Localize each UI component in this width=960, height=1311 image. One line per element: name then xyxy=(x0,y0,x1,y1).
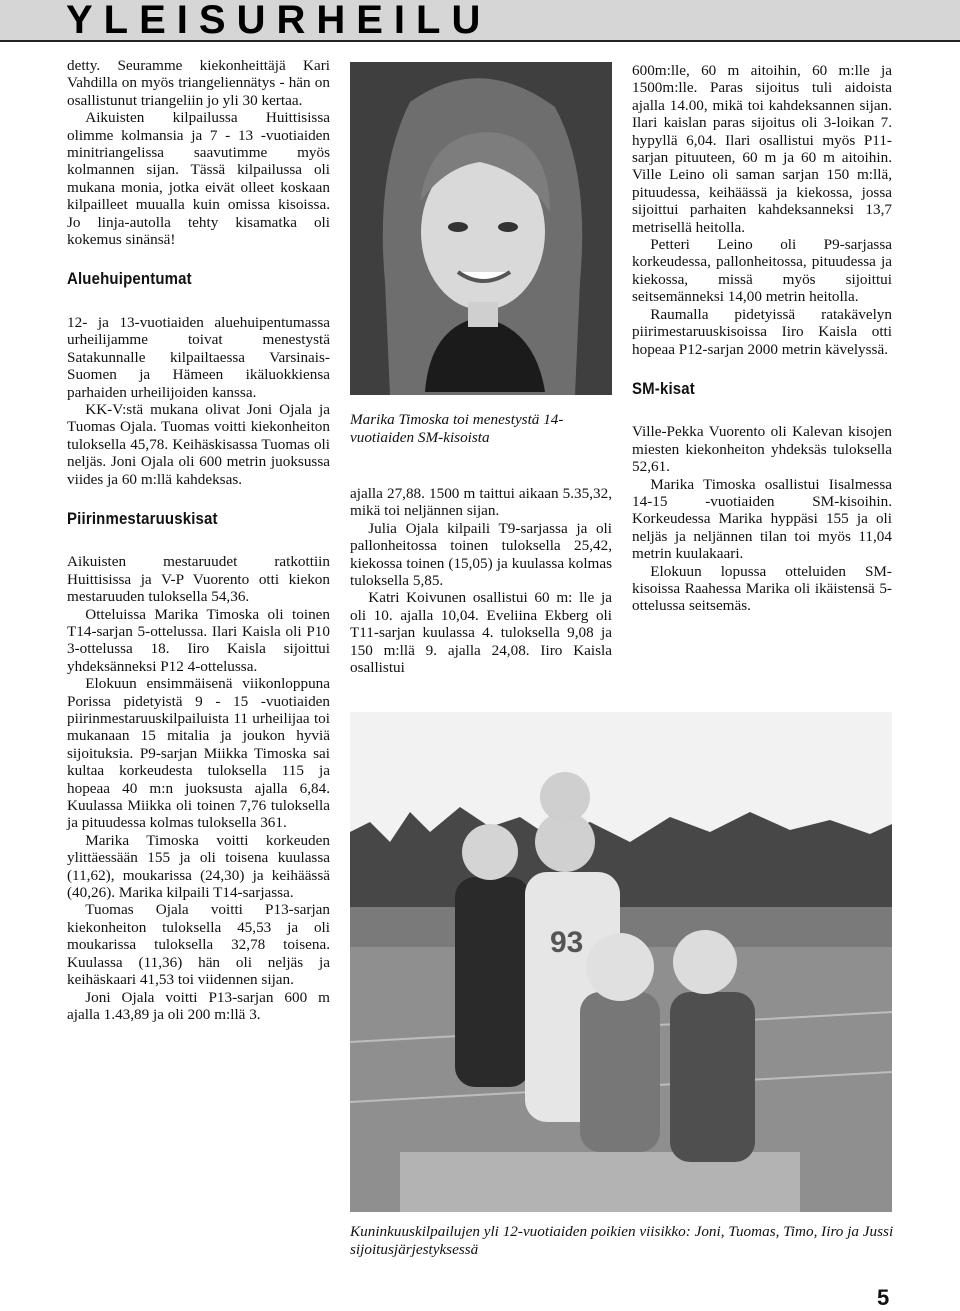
page-number: 5 xyxy=(877,1285,890,1310)
portrait-caption: Marika Timoska toi menestystä 14-vuotiaiden SM-kisoista xyxy=(350,411,564,446)
heading-sm-kisat: SM-kisat xyxy=(632,378,695,398)
jersey-number: 93 xyxy=(550,926,584,959)
section-title: YLEISURHEILU xyxy=(66,0,492,42)
portrait-illustration xyxy=(350,62,612,395)
group-photo xyxy=(350,712,892,1212)
paragraph: Joni Ojala voitti P13-sarjan 600 m ajalla 1.43,89 ja oli 200 m:llä 3. xyxy=(67,988,330,1023)
paragraph: Ville-Pekka Vuorento oli Kalevan kisojen miesten kiekonheiton yhdeksäs tuloksella 52,61. xyxy=(632,423,892,476)
paragraph: Elokuun lopussa otteluiden SM-kisoissa Raahessa Marika oli ikäistensä 5-ottelussa seitsemäs. xyxy=(632,562,892,615)
column-middle xyxy=(350,485,612,676)
paragraph: Raumalla pidetyissä ratakävelyn piirimestaruuskisoissa Iiro Kaisla otti hopeaa P12-sarjan 2000 metrin kävelyssä. xyxy=(632,305,892,358)
paragraph: Petteri Leino oli P9-sarjassa korkeudessa, pallonheitossa, pituudessa ja kiekossa, missä myös sijoittui seitsemänneksi 14,00 metrin heitolla. xyxy=(632,236,892,306)
paragraph: 12- ja 13-vuotiaiden aluehuipentumassa urheilijamme toivat menestystä Satakunnalle kilpailtaessa Varsinais-Suomen ja Hämeen ikäluokkiensa parhaiden urheilijoiden kanssa. xyxy=(67,313,330,401)
paragraph: Aikuisten mestaruudet ratkottiin Huittisissa ja V-P Vuorento otti kiekon mestaruuden tuloksella 54,36. xyxy=(67,553,330,606)
group-photo-caption: Kuninkuuskilpailujen yli 12-vuotiaiden poikien viisikko: Joni, Tuomas, Timo, Iiro ja Jussi sijoitusjärjestyksessä xyxy=(350,1223,894,1258)
paragraph: Elokuun ensimmäisenä viikonloppuna Porissa pidetyistä 9 - 15 -vuotiaiden piirinmestaruuskilpailuista 11 urheilijaa toi mukanaan 15 mitalia ja joukon hyviä sijoituksia. P9-sarjan Miikka Timoska sai kultaa korkeudesta tuloksella 115 ja hopeaa 40 m:n juoksusta ajalla 6,84. Kuulassa Miikka oli toinen 7,76 tuloksella ja pituudessa kolmas tuloksella 361. xyxy=(67,675,330,832)
paragraph: Aikuisten kilpailussa Huittisissa olimme kolmansia ja 7 - 13 -vuotiaiden minitriangelissa saavutimme myös kolmannen sijan. Tässä kilpailussa oli mukana monia, jotka eivät olleet koskaan kilpailleet muualla kuin omissa kisoissa. Jo linja-autolla tehty kisamatka oli kokemus sinänsä! xyxy=(67,109,330,249)
portrait-photo xyxy=(350,62,612,395)
group-photo-illustration xyxy=(350,712,892,1212)
paragraph: KK-V:stä mukana olivat Joni Ojala ja Tuomas Ojala. Tuomas voitti kiekonheiton tuloksella 45,78. Keihäskisassa Tuomas oli neljäs. Joni Ojala oli 600 metrin juoksussa viides ja 60 m:llä kahdeksas. xyxy=(67,400,330,488)
section-banner xyxy=(0,0,960,42)
heading-piirinmestaruuskisat: Piirinmestaruuskisat xyxy=(67,508,218,528)
paragraph: detty. Seuramme kiekonheittäjä Kari Vahdilla on myös triangeliennätys - hän on osallistunut triangeliin jo yli 30 kertaa. xyxy=(67,57,330,109)
paragraph: Tuomas Ojala voitti P13-sarjan kiekonheiton tuloksella 45,53 ja oli moukarissa tuloksella 32,78 toisena. Kuulassa (11,36) hän oli neljäs ja keihäskaari 41,53 toi viidennen sijan. xyxy=(67,901,330,989)
paragraph: Katri Koivunen osallistui 60 m: lle ja oli 10. ajalla 10,04. Eveliina Ekberg oli T11-sarjan kuulassa 4. tuloksella 9,08 ja 150 m:llä 9. ajalla 24,08. Iiro Kaisla osallistui xyxy=(350,589,612,677)
paragraph: ajalla 27,88. 1500 m taittui aikaan 5.35,32, mikä toi neljännen sijan. xyxy=(350,485,612,520)
heading-aluehuipentumat: Aluehuipentumat xyxy=(67,269,192,289)
paragraph: Marika Timoska voitti korkeuden ylittäessään 155 ja oli toisena kuulassa (11,62), moukarissa (24,30) ja keihäässä (40,26). Marika kilpaili T14-sarjassa. xyxy=(67,831,330,902)
column-left xyxy=(67,57,330,1023)
paragraph: Julia Ojala kilpaili T9-sarjassa ja oli pallonheitossa toinen tuloksella 25,42, kiekossa toinen (15,05) ja kuulassa kolmas tuloksella 5,85. xyxy=(350,519,612,590)
column-right xyxy=(632,62,892,615)
paragraph: Marika Timoska osallistui Iisalmessa 14-15 -vuotiaiden SM-kisoihin. Korkeudessa Marika hyppäsi 155 ja oli neljäs ja neljännen tilan toi myös 11,04 metrin kuulakaari. xyxy=(632,475,892,563)
paragraph: Otteluissa Marika Timoska oli toinen T14-sarjan 5-ottelussa. Ilari Kaisla oli P10 3-ottelussa 18. Iiro Kaisla sijoittui yhdeksänneksi P12 4-ottelussa. xyxy=(67,605,330,675)
paragraph: 600m:lle, 60 m aitoihin, 60 m:lle ja 1500m:lle. Paras sijoitus tuli aidoista ajalla 14.00, mikä toi kahdeksannen sijan. Ilari kaislan paras sijoitus oli 3-loikan 7. hypyllä 6,04. Ilari osallistui myös P11- sarjan pituuteen, 60 m ja 60 m aitoihin. Ville Leino oli saman sarjan 150 m:llä, pituudessa, keihäässä ja kiekossa, jossa sijoittui parhaiten kahdeksanneksi 13,7 metrisellä heitolla. xyxy=(632,62,892,236)
